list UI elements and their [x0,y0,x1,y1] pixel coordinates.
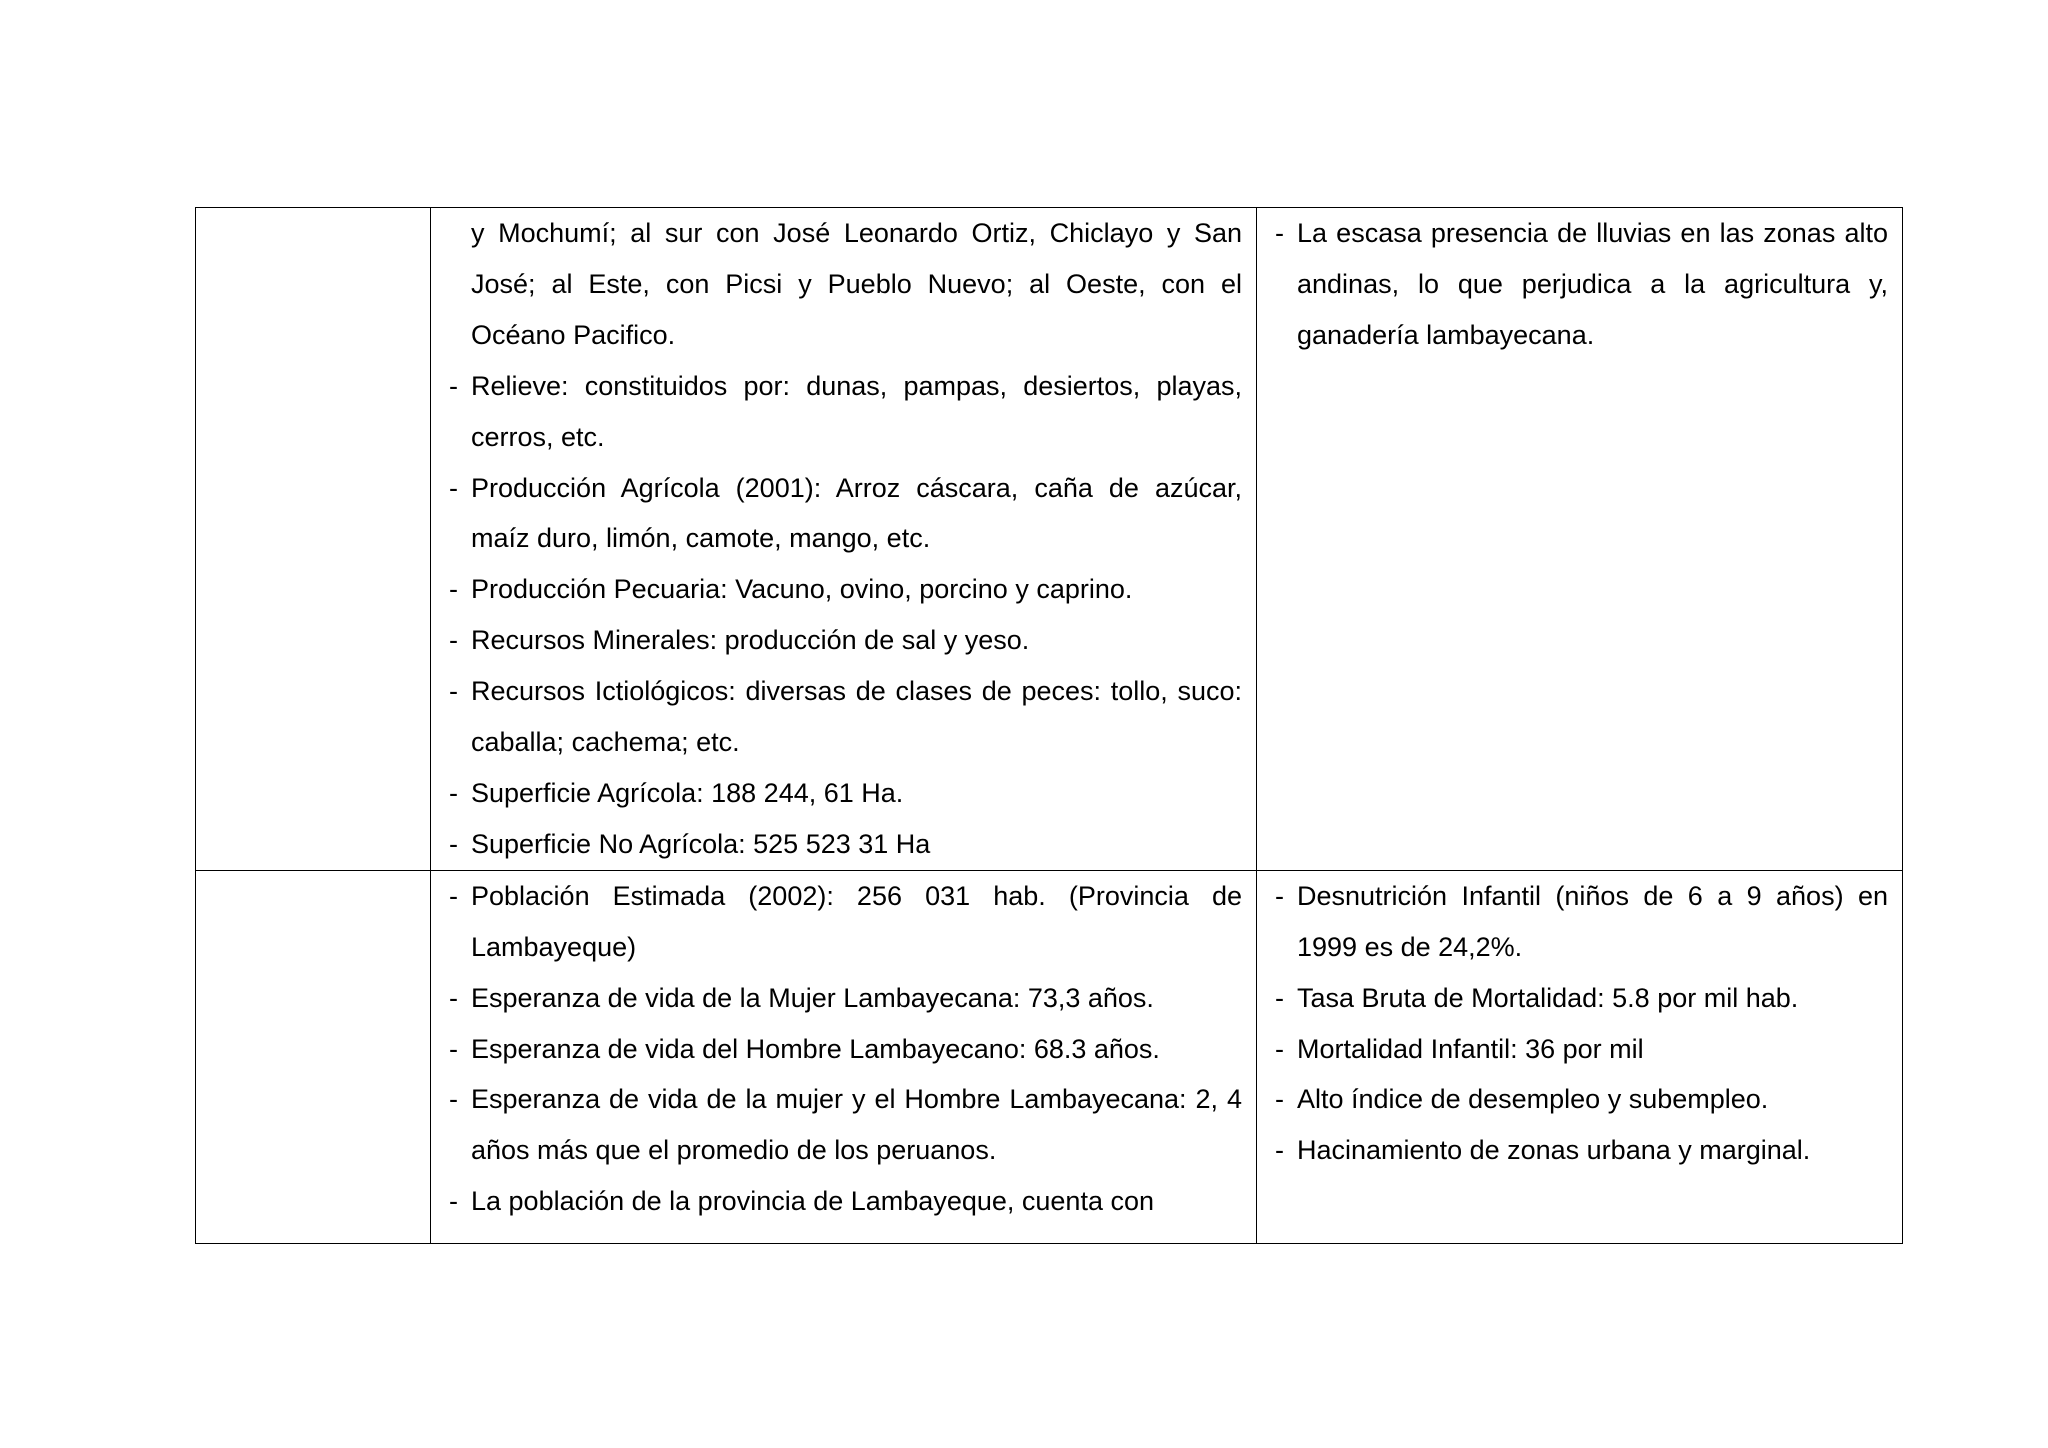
list-item: - Desnutrición Infantil (niños de 6 a 9 años) en 1999 es de 24,2%. [1275,871,1888,973]
table-cell-characteristics [431,870,1257,1243]
list-item: y Mochumí; al sur con José Leonardo Ortiz, Chiclayo y San José; al Este, con Picsi y Pueblo Nuevo; al Oeste, con el Océano Pacifico. [471,218,1242,350]
list-item: - Recursos Minerales: producción de sal y yeso. [449,615,1242,666]
table-cell-empty [196,208,431,871]
bullet-list [431,208,1256,870]
list-item: - Superficie No Agrícola: 525 523 31 Ha [449,819,1242,870]
table-cell-problems [1257,208,1903,871]
list-item: - Relieve: constituidos por: dunas, pampas, desiertos, playas, cerros, etc. [449,361,1242,463]
list-item: - La población de la provincia de Lambayeque, cuenta con [449,1176,1242,1227]
list-item: - Alto índice de desempleo y subempleo. [1275,1074,1888,1125]
bullet-list [1257,871,1902,1176]
list-item: - Esperanza de vida de la Mujer Lambayecana: 73,3 años. [449,973,1242,1024]
list-item: - Recursos Ictiológicos: diversas de clases de peces: tollo, suco: caballa; cachema; etc. [449,666,1242,768]
list-item: - Esperanza de vida de la mujer y el Hombre Lambayecana: 2, 4 años más que el promedio de los peruanos. [449,1074,1242,1176]
table-cell-empty [196,870,431,1243]
list-item: - Tasa Bruta de Mortalidad: 5.8 por mil hab. [1275,973,1888,1024]
bullet-list [431,871,1256,1227]
data-table [195,207,1903,1244]
table-cell-characteristics [431,208,1257,871]
list-item: - Población Estimada (2002): 256 031 hab. (Provincia de Lambayeque) [449,871,1242,973]
list-item: - Esperanza de vida del Hombre Lambayecano: 68.3 años. [449,1024,1242,1075]
table-cell-problems [1257,870,1903,1243]
list-item: - Hacinamiento de zonas urbana y marginal. [1275,1125,1888,1176]
list-item: - La escasa presencia de lluvias en las zonas alto andinas, lo que perjudica a la agricultura y, ganadería lambayecana. [1275,208,1888,361]
list-item: - Superficie Agrícola: 188 244, 61 Ha. [449,768,1242,819]
table-row [196,208,1903,871]
bullet-list [1257,208,1902,361]
list-item: - Producción Agrícola (2001): Arroz cáscara, caña de azúcar, maíz duro, limón, camote, mango, etc. [449,463,1242,565]
table-row [196,870,1903,1243]
list-item: - Mortalidad Infantil: 36 por mil [1275,1024,1888,1075]
list-item: - Producción Pecuaria: Vacuno, ovino, porcino y caprino. [449,564,1242,615]
